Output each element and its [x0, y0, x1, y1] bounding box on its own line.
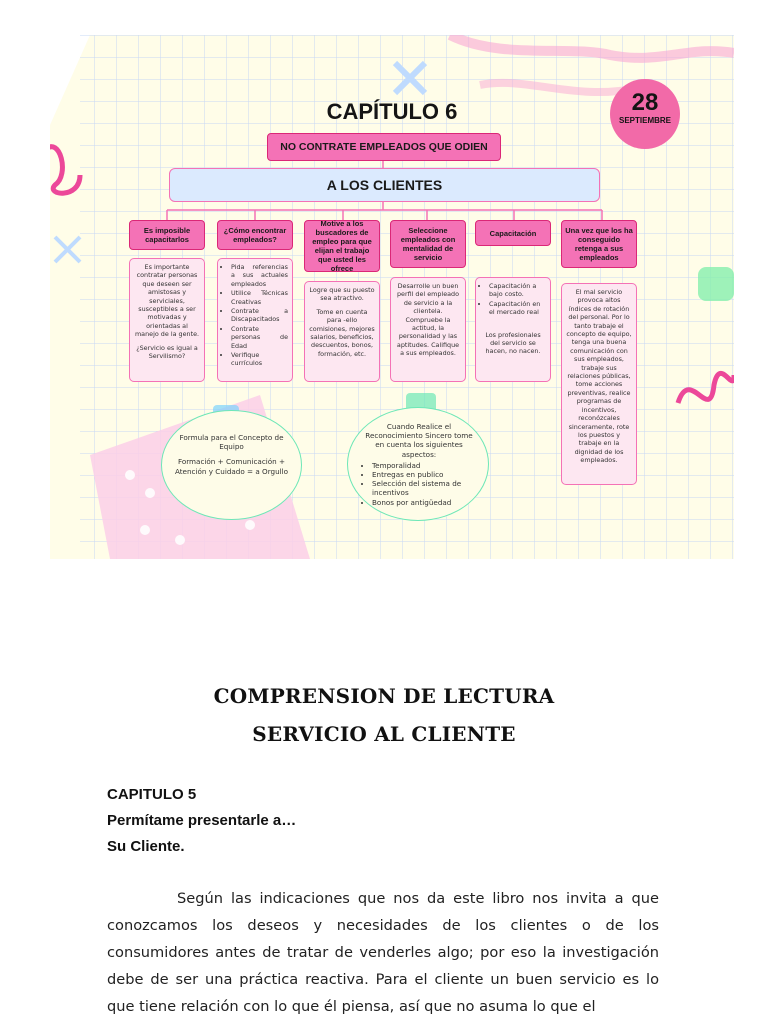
circle-text: Formula para el Concepto de Equipo [179, 433, 284, 452]
column-bullet-list [480, 282, 546, 317]
chapter-heading: CAPITULO 5 [107, 786, 197, 803]
list-item: • Pida referencias a sus actuales empleados [231, 263, 288, 288]
column-bullet-list [222, 263, 288, 368]
sub-banner: A LOS CLIENTES [169, 168, 600, 202]
column-box [217, 258, 293, 382]
date-month: SEPTIEMBRE [618, 116, 671, 125]
column-box [304, 281, 380, 382]
column-text: Es importante contratar personas que deseen ser amistosas y serviciales, susceptibles a ser motivadas y orientadas al manejo de la gente. [134, 263, 200, 339]
recognition-circle [347, 407, 489, 521]
list-item: • Bonos por antigüedad [372, 498, 476, 507]
column-heading: Motive a los buscadores de empleo para que elijan el trabajo que usted les ofrece [304, 220, 380, 272]
column-text: Tome en cuenta para -ello comisiones, mejores salarios, beneficios, descuentos, bonos, formación, etc. [309, 307, 375, 358]
date-badge [610, 79, 680, 149]
column-heading: Capacitación [475, 220, 551, 246]
column-heading: Una vez que los ha conseguido retenga a sus empleados [561, 220, 637, 268]
chapter-subtitle: Su Cliente. [107, 838, 185, 855]
column-text: El mal servicio provoca altos índices de rotación del personal. Por lo tanto trabaje el concepto de equipo, tenga una buena comunicación con sus empleados, trabaje sus relaciones públicas, tome acciones preventivas, realice programas de incentivos, reconózcales sinceramente, rote los puestos y trabaje en la dignidad de los empleados. [566, 288, 632, 465]
circle-text: Formación + Comunicación + Atención y Cuidado = a Orgullo [174, 457, 289, 476]
team-concept-circle [161, 410, 302, 520]
list-item: • Utilice Técnicas Creativas [231, 289, 288, 306]
main-banner: NO CONTRATE EMPLEADOS QUE ODIEN [267, 133, 501, 161]
column-box [390, 277, 466, 382]
date-day: 28 [631, 89, 659, 116]
column-text: Desarrolle un buen perfil del empleado de servicio a la clientela. Compruebe la actitud, la personalidad y las aptitudes. Califique a sus empleados. [396, 282, 460, 358]
column-box [129, 258, 205, 382]
list-item: • Temporalidad [372, 461, 476, 470]
list-item: • Verifique currículos [231, 351, 288, 368]
mint-blob [698, 267, 734, 301]
list-item: • Selección del sistema de incentivos [372, 479, 476, 497]
circle-text: Cuando Realice el Reconocimiento Sincero tome en cuenta los siguientes aspectos: [365, 422, 473, 459]
document-subtitle: SERVICIO AL CLIENTE [252, 722, 516, 746]
document-title: COMPRENSION DE LECTURA [213, 684, 555, 708]
column-text: Los profesionales del servicio se hacen, no nacen. [485, 330, 541, 356]
list-item: • Capacitación a bajo costo. [489, 282, 546, 299]
column-heading: Es imposible capacitarlos [129, 220, 205, 250]
column-box [475, 277, 551, 382]
column-box [561, 283, 637, 485]
chapter-subtitle: Permítame presentarle a… [107, 812, 297, 829]
column-text: ¿Servicio es igual a Servilismo? [136, 343, 198, 361]
list-item: • Capacitación en el mercado real [489, 300, 546, 317]
body-paragraph: Según las indicaciones que nos da este libro nos invita a que conozcamos los deseos y necesidades de los clientes o de los consumidores antes de tratar de venderles algo; por eso la investigación debe de ser una práctica reactiva. Para el cliente un buen servicio es lo que tiene relación con lo que él piensa, así que no asuma lo que el [107, 890, 659, 1015]
list-item: • Contrate personas de Edad [231, 325, 288, 350]
column-heading: ¿Cómo encontrar empleados? [217, 220, 293, 250]
column-text: Logre que su puesto sea atractivo. [309, 286, 375, 303]
column-heading: Seleccione empleados con mentalidad de servicio [390, 220, 466, 268]
list-item: • Entregas en publico [372, 470, 476, 479]
list-item: • Contrate a Discapacitados [231, 307, 288, 324]
circle-bullet-list [362, 461, 476, 507]
poster-title: CAPÍTULO 6 [326, 99, 458, 124]
mind-map-poster [50, 35, 734, 559]
